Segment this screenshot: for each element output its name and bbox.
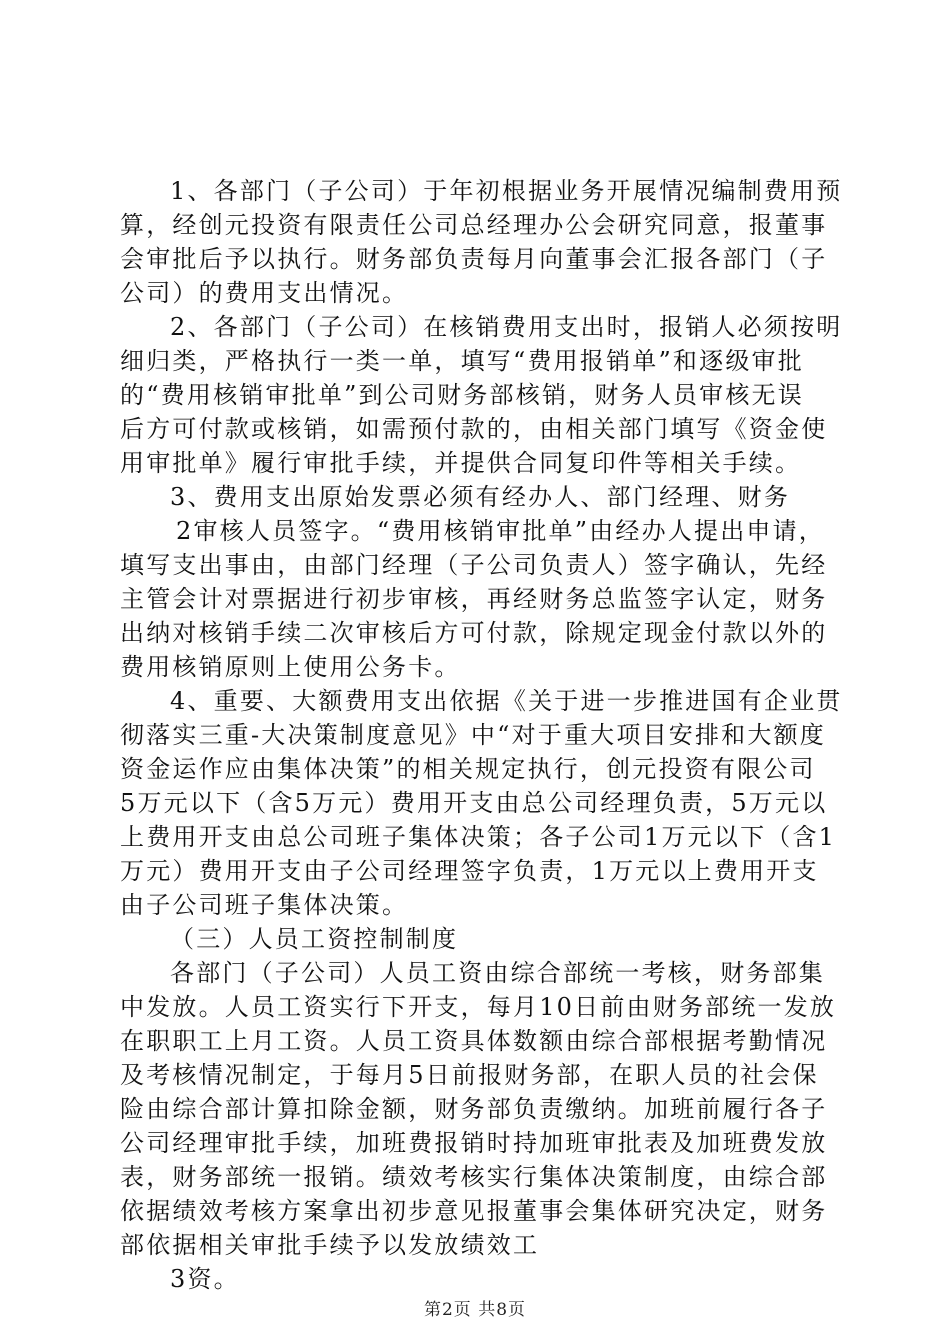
text-line: 险由综合部计算扣除金额，财务部负责缴纳。加班前履行各子 [120, 1095, 828, 1123]
section-heading: （三）人员工资控制制度 [170, 925, 459, 953]
text-line: 后方可付款或核销，如需预付款的，由相关部门填写《资金使 [120, 415, 828, 443]
text-line: 彻落实三重-大决策制度意见》中“对于重大项目安排和大额度 [120, 721, 826, 749]
text-line: 填写支出事由，由部门经理（子公司负责人）签字确认，先经 [120, 551, 828, 579]
text-line: 算，经创元投资有限责任公司总经理办公会研究同意，报董事 [120, 211, 828, 239]
text-line: 3、费用支出原始发票必须有经办人、部门经理、财务 [170, 483, 791, 511]
text-line: 细归类，严格执行一类一单，填写“费用报销单”和逐级审批 [120, 347, 804, 375]
text-line: 及考核情况制定，于每月5日前报财务部，在职人员的社会保 [120, 1061, 819, 1089]
text-line: 4、重要、大额费用支出依据《关于进一步推进国有企业贯 [170, 687, 843, 715]
text-line: 中发放。人员工资实行下开支，每月10日前由财务部统一发放 [120, 993, 837, 1021]
text-line: 公司）的费用支出情况。 [120, 279, 409, 307]
text-line: 表，财务部统一报销。绩效考核实行集体决策制度，由综合部 [120, 1163, 828, 1191]
page-number: 第2页 共8页 [423, 1300, 527, 1320]
text-line: 在职职工上月工资。人员工资具体数额由综合部根据考勤情况 [120, 1027, 828, 1055]
text-line: 的“费用核销审批单”到公司财务部核销，财务人员审核无误 [120, 381, 804, 409]
text-line: 费用核销原则上使用公务卡。 [120, 653, 461, 681]
text-line: 公司经理审批手续，加班费报销时持加班审批表及加班费发放 [120, 1129, 828, 1157]
text-line: 依据绩效考核方案拿出初步意见报董事会集体研究决定，财务 [120, 1197, 828, 1225]
text-line: 用审批单》履行审批手续，并提供合同复印件等相关手续。 [120, 449, 802, 477]
text-line: 1、各部门（子公司）于年初根据业务开展情况编制费用预 [170, 177, 843, 205]
text-line: 资金运作应由集体决策”的相关规定执行，创元投资有限公司 [120, 755, 816, 783]
text-line: 会审批后予以执行。财务部负责每月向董事会汇报各部门（子 [120, 245, 828, 273]
text-line: 由子公司班子集体决策。 [120, 891, 409, 919]
text-line: 3资。 [170, 1265, 240, 1293]
text-line: 5万元以下（含5万元）费用开支由总公司经理负责，5万元以 [120, 789, 828, 817]
text-line: 出纳对核销手续二次审核后方可付款，除规定现金付款以外的 [120, 619, 828, 647]
text-line: 2、各部门（子公司）在核销费用支出时，报销人必须按明 [170, 313, 843, 341]
text-line: 各部门（子公司）人员工资由综合部统一考核，财务部集 [170, 959, 825, 987]
text-line: 主管会计对票据进行初步审核，再经财务总监签字认定，财务 [120, 585, 828, 613]
text-line: 2审核人员签字。“费用核销审批单”由经办人提出申请， [176, 517, 826, 545]
text-line: 部依据相关审批手续予以发放绩效工 [120, 1231, 540, 1259]
text-line: 上费用开支由总公司班子集体决策；各子公司1万元以下（含1 [120, 823, 837, 851]
text-line: 万元）费用开支由子公司经理签字负责，1万元以上费用开支 [120, 857, 819, 885]
